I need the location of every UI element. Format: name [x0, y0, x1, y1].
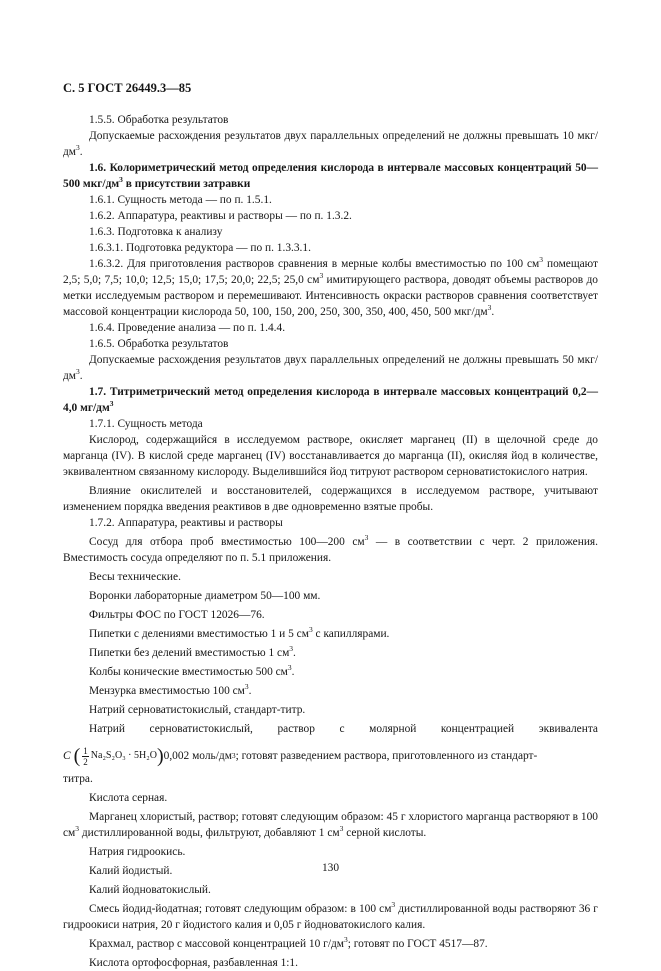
- fraction: $\frac{1}{2}$: [83, 745, 88, 767]
- page-number: 130: [321, 862, 340, 874]
- list-item: Колбы конические вместимостью 500 $см^3$.: [89, 663, 295, 678]
- list-item: Крахмал, раствор с массовой концентрацией 10 $г/дм^3$; готовят по ГОСТ 4517—87.: [89, 935, 488, 950]
- paragraph: Допускаемые расхождения результатов двух параллельных определений не должны превышать 10 мкг/$дм^3$.: [63, 130, 598, 158]
- paragraph: Сосуд для отбора проб вместимостью 100—200 $см^3$ — в соответствии с черт. 2 приложения. Вместимость сосуда определяют по п. 5.1 приложения.: [63, 533, 599, 564]
- list-item: Весы технические.: [89, 571, 181, 583]
- list-item: Кислота ортофосфорная, разбавленная 1:1.: [89, 957, 298, 969]
- list-item: 1.6.5. Обработка результатов: [89, 338, 229, 350]
- list-item: 1.6.3.1. Подготовка редуктора — по п. 1.3.3.1.: [89, 242, 311, 254]
- list-item: Натрия гидроокись.: [89, 846, 186, 858]
- formula-continuation: титра.: [63, 773, 93, 785]
- page-header: С. 5 ГОСТ 26449.3—85: [63, 81, 192, 95]
- list-item: 1.7.2. Аппаратура, реактивы и растворы: [89, 517, 283, 529]
- paragraph: Кислород, содержащийся в исследуемом растворе, окисляет марганец (II) в щелочной среде до марганца (IV). В кислой среде марганец (IV) восстанавливается до марганца (II), окисляя йод в количестве, эквивалентном связанному кислороду. Выделившийся йод титруют раствором серноватистокислого натрия.: [63, 434, 598, 478]
- section-1-6-heading: 1.6. Колориметрический метод определения кислорода в интервале массовых концентраций 50—500 мкг/$дм^3$ в присутствии затравки: [63, 162, 598, 190]
- concentration-formula: C ( $\frac{1}{2}$ Na₂S₂O₃ · 5H₂O ) 0,002 моль/дм 3 ; готовят разведением раствора, приготовленного из стандарт-: [63, 745, 538, 767]
- list-item: Пипетки без делений вместимостью 1 $см^3$.: [89, 644, 296, 659]
- paragraph: Допускаемые расхождения результатов двух параллельных определений не должны превышать 50 мкг/$дм^3$.: [63, 354, 598, 382]
- section-1-7-heading: 1.7. Титриметрический метод определения кислорода в интервале массовых концентраций 0,2—4,0 $мг/дм^3$: [63, 386, 598, 414]
- document-body: [63, 112, 598, 971]
- list-item: Кислота серная.: [89, 792, 168, 804]
- paragraph: Смесь йодид-йодатная; готовят следующим образом: в 100 $см^3$ дистиллированной воды растворяют 36 г гидроокиси натрия, 20 г йодистого калия и 0,05 г йодноватокислого калия.: [63, 900, 598, 931]
- list-item: 1.6.1. Сущность метода — по п. 1.5.1.: [89, 194, 272, 206]
- paragraph: Марганец хлористый, раствор; готовят следующим образом: 45 г хлористого марганца растворяют в 100 $см^3$ дистиллированной воды, фильтруют, добавляют 1 $см^3$ серной кислоты.: [63, 811, 598, 839]
- paragraph: 1.6.3.2. Для приготовления растворов сравнения в мерные колбы вместимостью по 100 $см^3$ помещают 2,5; 5,0; 7,5; 10,0; 12,5; 15,0; 17,5; 20,0; 22,5; 25,0 $см^3$ имитирующего раствора, доводят объемы растворов до метки исследуемым раствором и перемешивают. Интенсивность окраски растворов сравнения соответствует массовой концентрации кислорода 50, 100, 150, 200, 250, 300, 350, 400, 450, 500 мкг/$дм^3$.: [63, 255, 599, 318]
- list-item: 1.6.4. Проведение анализа — по п. 1.4.4.: [89, 322, 286, 334]
- list-item: 1.7.1. Сущность метода: [89, 418, 203, 430]
- list-item: 1.6.2. Аппаратура, реактивы и растворы — по п. 1.3.2.: [89, 210, 352, 222]
- list-item: Воронки лабораторные диаметром 50—100 мм.: [89, 590, 321, 602]
- list-item: Калий йодистый.: [89, 865, 173, 877]
- list-item: Натрий серноватистокислый, раствор с молярной концентрацией эквивалента: [89, 723, 598, 735]
- paragraph: Влияние окислителей и восстановителей, содержащихся в исследуемом растворе, учитывают изменением порядка введения реактивов в две одновременно взятые пробы.: [63, 485, 598, 513]
- list-item: Калий йодноватокислый.: [89, 884, 211, 896]
- list-item: Мензурка вместимостью 100 $см^3$.: [89, 682, 252, 697]
- list-item: 1.6.3. Подготовка к анализу: [89, 226, 223, 238]
- section-1-5-5-heading: 1.5.5. Обработка результатов: [89, 114, 229, 126]
- list-item: Натрий серноватистокислый, стандарт-титр.: [89, 704, 306, 716]
- list-item: Фильтры ФОС по ГОСТ 12026—76.: [89, 609, 265, 621]
- list-item: Пипетки с делениями вместимостью 1 и 5 $см^3$ с капиллярами.: [89, 625, 390, 640]
